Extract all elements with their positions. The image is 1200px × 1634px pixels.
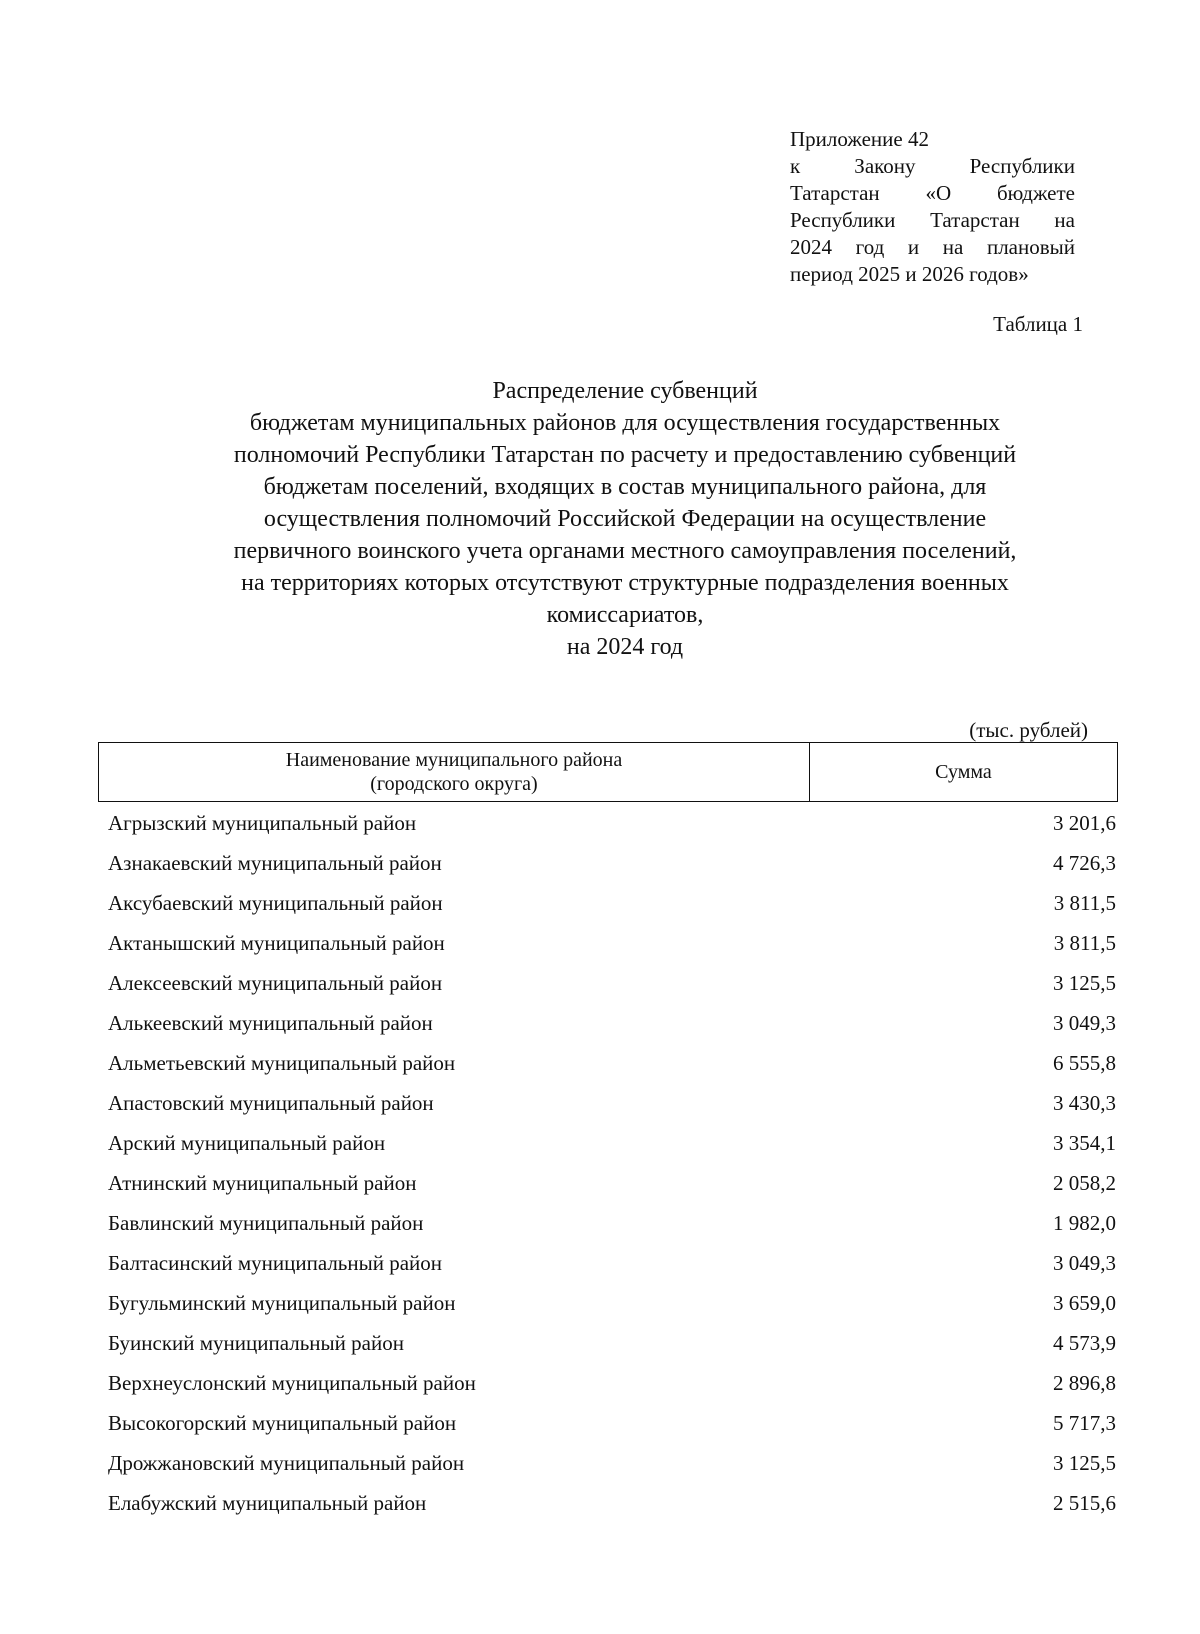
table-row <box>108 1243 1116 1283</box>
row-name: Актанышский муниципальный район <box>108 930 445 955</box>
row-name: Высокогорский муниципальный район <box>108 1410 457 1435</box>
row-value: 3 354,1 <box>1053 1130 1116 1155</box>
annex-line: 2024 год и на плановый <box>790 235 1075 259</box>
table-row <box>108 803 1116 843</box>
table-header <box>98 742 1118 802</box>
table-row <box>108 963 1116 1003</box>
table-number-label: Таблица 1 <box>993 312 1083 336</box>
row-value: 1 982,0 <box>1053 1210 1116 1235</box>
table-row <box>108 1443 1116 1483</box>
row-value: 3 201,6 <box>1053 810 1116 835</box>
row-name: Арский муниципальный район <box>108 1130 386 1155</box>
table-row <box>108 883 1116 923</box>
row-name: Бавлинский муниципальный район <box>108 1210 424 1235</box>
annex-line: Приложение 42 <box>790 127 929 151</box>
row-name: Алексеевский муниципальный район <box>108 970 443 995</box>
table-row <box>108 1083 1116 1123</box>
annex-line: Татарстан «О бюджете <box>790 181 1075 205</box>
row-name: Бугульминский муниципальный район <box>108 1290 456 1315</box>
table-row <box>108 923 1116 963</box>
row-name: Агрызский муниципальный район <box>108 810 417 835</box>
row-name: Апастовский муниципальный район <box>108 1090 434 1115</box>
row-value: 3 125,5 <box>1053 1450 1116 1475</box>
table-row <box>108 1283 1116 1323</box>
table-body <box>108 803 1116 1523</box>
row-value: 6 555,8 <box>1053 1050 1116 1075</box>
row-value: 3 430,3 <box>1053 1090 1116 1115</box>
row-name: Буинский муниципальный район <box>108 1330 404 1355</box>
row-name: Дрожжановский муниципальный район <box>108 1450 465 1475</box>
row-value: 2 896,8 <box>1053 1370 1116 1395</box>
title-line: осуществления полномочий Российской Федерации на осуществление <box>263 506 987 532</box>
row-name: Верхнеуслонский муниципальный район <box>108 1370 476 1395</box>
annex-line: Республики Татарстан на <box>790 208 1075 232</box>
row-value: 2 515,6 <box>1053 1490 1116 1515</box>
title-line: Распределение субвенций <box>492 378 758 404</box>
row-value: 3 811,5 <box>1053 890 1116 915</box>
table-row <box>108 1363 1116 1403</box>
row-value: 3 659,0 <box>1053 1290 1116 1315</box>
table-row <box>108 1163 1116 1203</box>
annex-line: период 2025 и 2026 годов» <box>790 262 1029 286</box>
title-line: бюджетам муниципальных районов для осуществления государственных <box>249 410 1001 436</box>
table-row <box>108 1483 1116 1523</box>
row-name: Балтасинский муниципальный район <box>108 1250 443 1275</box>
row-name: Елабужский муниципальный район <box>108 1490 427 1515</box>
row-value: 5 717,3 <box>1053 1410 1116 1435</box>
annex-line: к Закону Республики <box>790 154 1075 178</box>
row-value: 2 058,2 <box>1053 1170 1116 1195</box>
row-value: 4 726,3 <box>1053 850 1116 875</box>
table-row <box>108 1323 1116 1363</box>
row-name: Азнакаевский муниципальный район <box>108 850 442 875</box>
row-name: Алькеевский муниципальный район <box>108 1010 433 1035</box>
table-row <box>108 1123 1116 1163</box>
row-value: 4 573,9 <box>1053 1330 1116 1355</box>
annex-heading <box>790 126 1075 288</box>
row-name: Альметьевский муниципальный район <box>108 1050 456 1075</box>
header-name-cell <box>99 743 810 801</box>
table-row <box>108 843 1116 883</box>
row-value: 3 125,5 <box>1053 970 1116 995</box>
table-row <box>108 1403 1116 1443</box>
table-row <box>108 1043 1116 1083</box>
table-row <box>108 1003 1116 1043</box>
title-line: полномочий Республики Татарстан по расчету и предоставлению субвенций <box>233 442 1017 468</box>
row-value: 3 811,5 <box>1053 930 1116 955</box>
row-name: Атнинский муниципальный район <box>108 1170 417 1195</box>
document-title <box>140 375 1110 663</box>
units-label: (тыс. рублей) <box>969 718 1088 742</box>
row-value: 3 049,3 <box>1053 1010 1116 1035</box>
header-sum-cell: Сумма <box>935 760 992 783</box>
title-line: на территориях которых отсутствуют структурные подразделения военных <box>241 570 1009 596</box>
row-value: 3 049,3 <box>1053 1250 1116 1275</box>
row-name: Аксубаевский муниципальный район <box>108 890 443 915</box>
title-line: первичного воинского учета органами местного самоуправления поселений, <box>233 538 1017 564</box>
title-line: бюджетам поселений, входящих в состав муниципального района, для <box>263 474 987 500</box>
header-name-line: (городского округа) <box>370 773 538 795</box>
title-line: на 2024 год <box>566 634 684 660</box>
header-name-line: Наименование муниципального района <box>285 749 623 771</box>
table-row <box>108 1203 1116 1243</box>
title-line: комиссариатов, <box>546 602 704 628</box>
